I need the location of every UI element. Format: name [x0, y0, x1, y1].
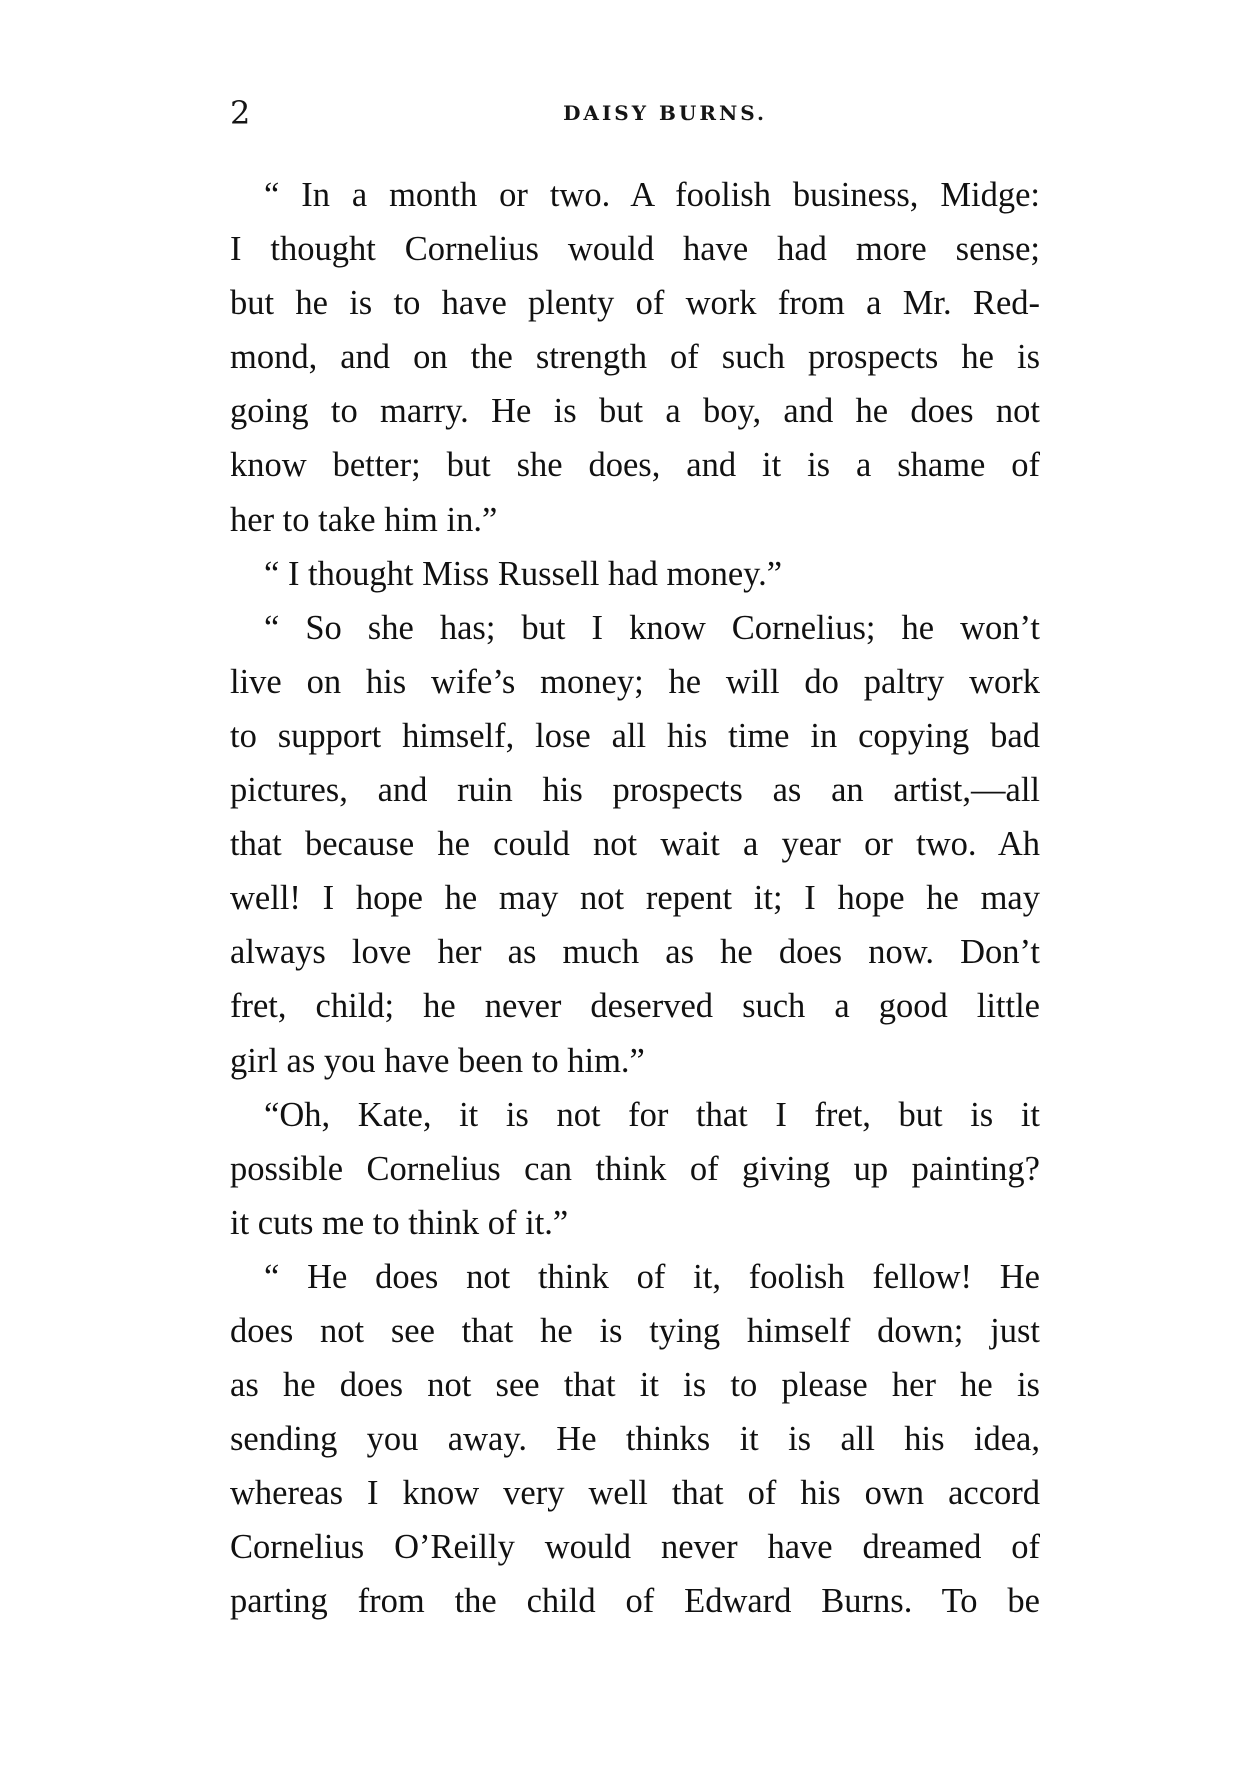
book-title: DAISY BURNS. [563, 101, 767, 125]
text-line: “ I thought Miss Russell had money.” [264, 554, 783, 593]
text-line: that because he could not wait a year or two. Ah [230, 825, 1040, 864]
text-line: possible Cornelius can think of giving up painting? [230, 1149, 1040, 1188]
text-line: sending you away. He thinks it is all his idea, [230, 1420, 1040, 1459]
text-line: “Oh, Kate, it is not for that I fret, but is it [264, 1095, 1040, 1134]
text-line: Cornelius O’Reilly would never have dreamed of [230, 1528, 1040, 1567]
text-line: it cuts me to think of it.” [230, 1203, 569, 1242]
text-line: I thought Cornelius would have had more sense; [230, 230, 1040, 269]
text-line: going to marry. He is but a boy, and he does not [230, 392, 1040, 431]
text-line: to support himself, lose all his time in copying bad [230, 716, 1040, 755]
text-line: live on his wife’s money; he will do paltry work [230, 662, 1040, 701]
text-line: “ So she has; but I know Cornelius; he won’t [264, 608, 1040, 647]
text-line: her to take him in.” [230, 500, 498, 539]
text-line: know better; but she does, and it is a shame of [230, 446, 1040, 485]
page-number: 2 [230, 94, 251, 132]
text-line: parting from the child of Edward Burns. To be [230, 1582, 1040, 1621]
text-line: as he does not see that it is to please her he is [230, 1366, 1040, 1405]
text-line: whereas I know very well that of his own accord [230, 1474, 1040, 1513]
text-line: fret, child; he never deserved such a good little [230, 987, 1040, 1026]
text-line: pictures, and ruin his prospects as an artist,—all [230, 771, 1040, 810]
running-head [230, 93, 1040, 133]
text-line: “ He does not think of it, foolish fellow! He [264, 1257, 1040, 1296]
body-text [230, 168, 1040, 1629]
text-line: well! I hope he may not repent it; I hope he may [230, 879, 1040, 918]
text-line: “ In a month or two. A foolish business, Midge: [264, 176, 1040, 214]
text-line: girl as you have been to him.” [230, 1041, 645, 1080]
text-line: always love her as much as he does now. Don’t [230, 933, 1040, 972]
text-line: does not see that he is tying himself down; just [230, 1311, 1040, 1350]
text-line: mond, and on the strength of such prospects he is [230, 338, 1040, 377]
text-line: but he is to have plenty of work from a Mr. Red- [230, 284, 1040, 323]
